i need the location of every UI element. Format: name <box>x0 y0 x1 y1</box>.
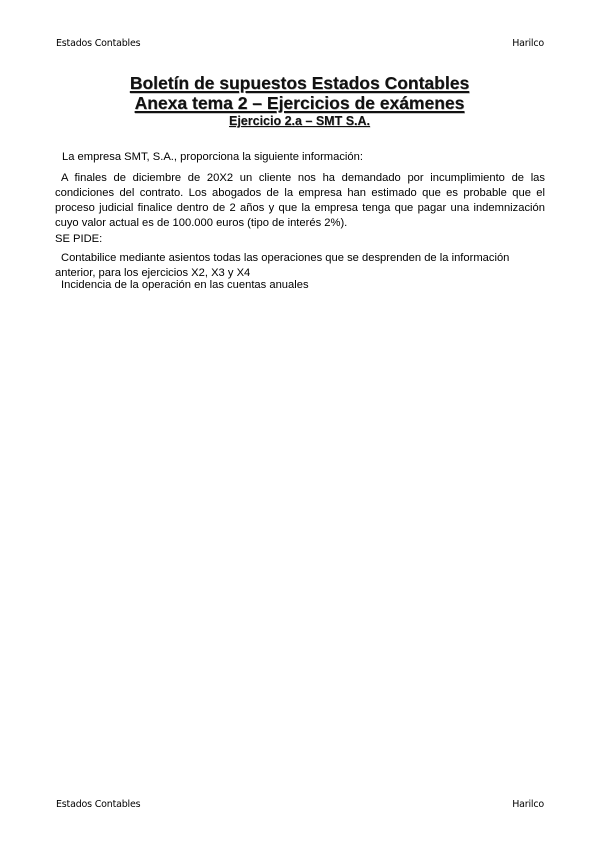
task-1-text: Contabilice mediante asientos todas las operaciones que se desprenden de la información anterior, para los ejercicios X2, X3 y X4 <box>55 252 510 279</box>
page-footer <box>56 799 544 810</box>
title-main: Boletín de supuestos Estados Contables <box>129 73 470 93</box>
statement-paragraph <box>55 171 545 231</box>
se-pide-heading: SE PIDE: <box>55 233 103 245</box>
task-2: Incidencia de la operación en las cuentas anuales <box>61 279 309 291</box>
task-1 <box>55 251 545 281</box>
footer-right-text: Harilco <box>512 799 544 810</box>
header-right-text: Harilco <box>512 38 544 49</box>
document-titles <box>0 73 599 129</box>
page-header <box>56 38 544 49</box>
intro-text: La empresa SMT, S.A., proporciona la siguiente información: <box>62 151 363 163</box>
footer-left-text: Estados Contables <box>56 799 141 810</box>
title-annex: Anexa tema 2 – Ejercicios de exámenes <box>134 93 465 113</box>
statement-text: A finales de diciembre de 20X2 un cliente nos ha demandado por incumplimiento de las condiciones del contrato. Los abogados de la empresa han estimado que es probable que el proceso judicial finalice dentro de 2 años y que la empresa tenga que pagar una indemnización cuyo valor actual es de 100.000 euros (tipo de interés 2%). <box>55 172 545 229</box>
intro-paragraph <box>55 150 545 165</box>
header-left-text: Estados Contables <box>56 38 141 49</box>
exercise-title: Ejercicio 2.a – SMT S.A. <box>228 114 371 128</box>
